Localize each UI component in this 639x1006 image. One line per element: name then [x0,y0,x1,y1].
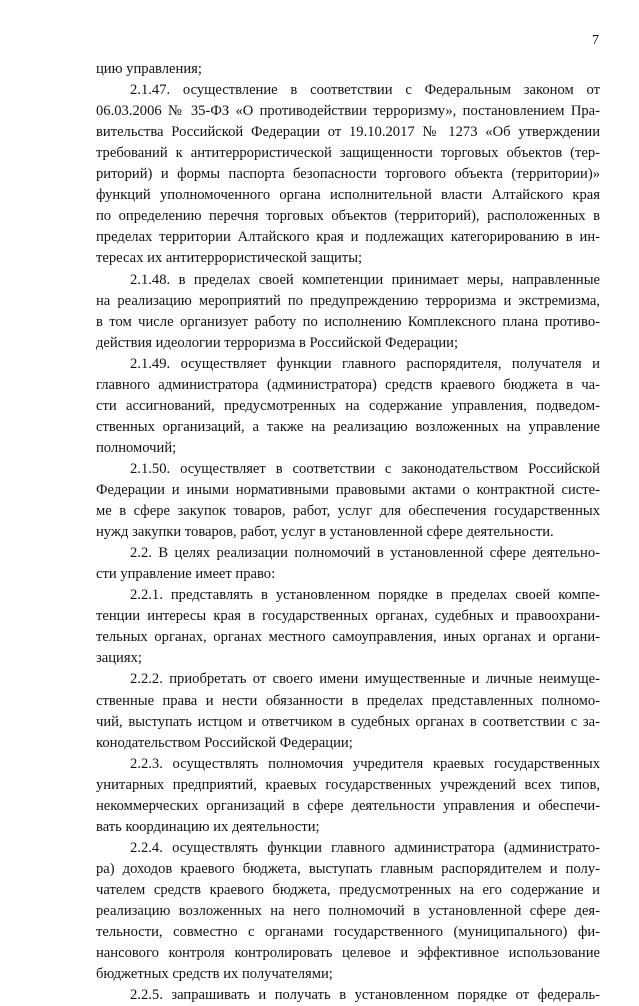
text-line: 2.1.50. осуществляет в соответствии с законодательством Российской [130,460,600,477]
text-line: 2.2.4. осуществлять функции главного администратора (администрато- [130,839,600,856]
text-line: в том числе организует работу по исполнению Комплексного плана противо- [96,313,600,330]
text-line: на реализацию мероприятий по предупреждению терроризма и экстремизма, [96,292,600,309]
text-line: сти ассигнований, предусмотренных на содержание управления, подведом- [96,397,600,414]
text-line: действия идеологии терроризма в Российской Федерации; [96,334,459,351]
text-line: тельных органах, органах местного самоуправления, иных органах и органи- [96,629,600,646]
text-line: цию управления; [96,61,202,77]
text-line: тельности, совместно с органами государственного (муниципального) фи- [96,924,600,941]
text-line: чий, выступать истцом и ответчиком в судебных органах в соответствии с за- [96,713,600,730]
text-line: чателем средств краевого бюджета, предусмотренных на его содержание и [96,881,600,898]
text-line: сти управление имеет право: [96,566,276,583]
text-line: ственные права и нести обязанности в пределах представленных полномо- [96,692,600,709]
text-line: главного администратора (администратора) средств краевого бюджета в ча- [96,376,600,393]
text-line: тересах их антитеррористической защиты; [96,250,363,267]
text-line: ра) доходов краевого бюджета, выступать главным распорядителем и полу- [96,860,600,877]
text-line: Федерации и иными нормативными правовыми актами о контрактной систе- [96,482,600,498]
text-line: зациях; [96,650,142,667]
text-line: реализацию возложенных на него полномочий в установленной сфере дея- [96,903,600,919]
text-line: некоммерческих организаций в сфере деятельности управления и обеспечи- [96,797,600,814]
text-line: 06.03.2006 № 35-ФЗ «О противодействии терроризму», постановлением Пра- [96,103,600,120]
text-line: полномочий; [96,439,177,456]
text-line: 2.2.5. запрашивать и получать в установленном порядке от федераль- [130,987,600,1004]
text-line: нужд закупки товаров, работ, услуг в установленной сфере деятельности. [96,524,554,541]
text-line: ме в сфере закупок товаров, работ, услуг для обеспечения государственных [96,503,600,520]
text-line: 2.2. В целях реализации полномочий в установленной сфере деятельно- [130,545,600,562]
text-line: 2.2.3. осуществлять полномочия учредителя краевых государственных [130,755,600,772]
text-line: вать координацию их деятельности; [96,818,320,835]
text-line: требований к антитеррористической защищенности торговых объектов (тер- [96,145,600,162]
text-line: тенции интересы края в государственных органах, судебных и правоохрани- [96,608,600,625]
text-line: унитарных предприятий, краевых государственных учреждений всех типов, [96,776,600,793]
text-line: функций уполномоченного органа исполнительной власти Алтайского края [96,187,600,204]
text-line: вительства Российской Федерации от 19.10.2017 № 1273 «Об утверждении [96,124,600,141]
text-line: пределах территории Алтайского края и подлежащих категорированию в ин- [96,229,600,246]
text-line: конодательством Российской Федерации; [96,734,353,751]
text-line: нансового контроля контролировать целевое и эффективное использование [96,945,600,962]
text-line: 2.1.48. в пределах своей компетенции принимает меры, направленные [130,271,600,288]
page-number: 7 [592,33,599,48]
text-line: ственных организаций, а также на реализацию возложенных на управление [96,418,600,435]
text-line: 2.1.47. осуществление в соответствии с Федеральным законом от [130,82,600,99]
text-line: риторий) и формы паспорта безопасности торгового объекта (территории)» [96,166,600,183]
text-line: 2.1.49. осуществляет функции главного распорядителя, получателя и [130,355,600,372]
text-line: 2.2.2. приобретать от своего имени имущественные и личные неимуще- [130,671,600,688]
text-line: по определению перечня торговых объектов (территорий), расположенных в [96,208,600,225]
text-line: 2.2.1. представлять в установленном порядке в пределах своей компе- [130,587,600,604]
text-line: бюджетных средств их получателями; [96,966,333,983]
